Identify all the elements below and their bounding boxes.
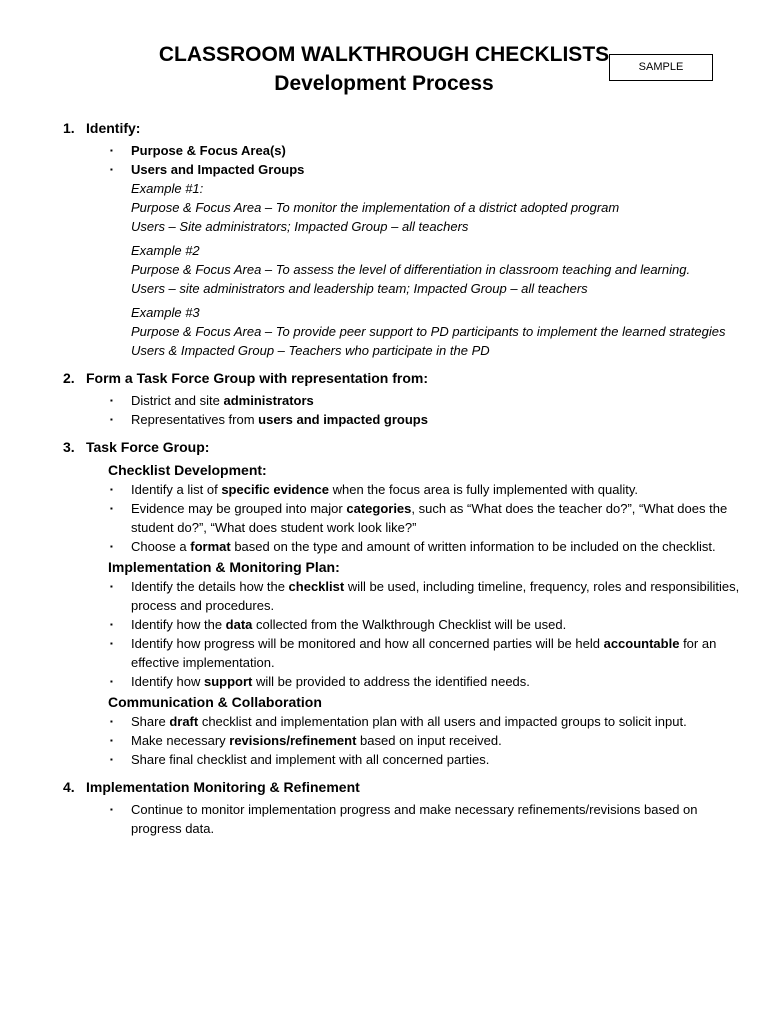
bullet-icon: ▪ [110, 485, 113, 494]
list-item: ▪ Identify how support will be provided to address the identified needs. [110, 674, 530, 689]
bullet-list [0, 141, 768, 179]
bullet-icon: ▪ [110, 639, 113, 648]
list-item: ▪ Identify how progress will be monitored and how all concerned parties will be held accountable for an effective implementation. [110, 636, 717, 670]
title-line-1: CLASSROOM WALKTHROUGH CHECKLISTS [158, 43, 610, 66]
example-label: Example #3 [131, 305, 200, 320]
list-item: ▪ Purpose & Focus Area(s) [110, 143, 286, 158]
example-label: Example #1: [131, 181, 204, 196]
list-item: ▪ Evidence may be grouped into major categories, such as “What does the teacher do?”, “What does the student do?”, “What does student work look like?” [110, 501, 728, 535]
list-item: ▪ Identify how the data collected from the Walkthrough Checklist will be used. [110, 617, 567, 632]
bullet-icon: ▪ [110, 146, 113, 155]
example-label: Example #2 [131, 243, 200, 258]
title-line-2: Development Process [274, 72, 494, 95]
section-number: 4. [63, 779, 75, 795]
example-line: Purpose & Focus Area – To assess the level of differentiation in classroom teaching and learning. [131, 262, 691, 277]
bullet-icon: ▪ [110, 396, 113, 405]
section-task-force-group [0, 437, 768, 769]
subheading-checklist-development: Checklist Development: [108, 462, 267, 478]
list-item: ▪ Share final checklist and implement with all concerned parties. [110, 752, 490, 767]
example-line: Users – site administrators and leadership team; Impacted Group – all teachers [131, 281, 588, 296]
bullet-icon: ▪ [110, 582, 113, 591]
list-item: ▪ District and site administrators [110, 393, 314, 408]
list-item: ▪ Identify the details how the checklist will be used, including timeline, frequency, roles and responsibilities, process and procedures. [110, 579, 740, 613]
section-identify [0, 118, 768, 360]
section-title: Implementation Monitoring & Refinement [86, 779, 360, 795]
bullet-icon: ▪ [110, 415, 113, 424]
section-heading [0, 437, 768, 457]
section-title: Identify: [86, 120, 141, 136]
section-heading [0, 777, 768, 797]
section-number: 1. [63, 120, 75, 136]
document-body [0, 118, 768, 846]
bullet-icon: ▪ [110, 620, 113, 629]
example-line: Users & Impacted Group – Teachers who participate in the PD [131, 343, 490, 358]
bullet-icon: ▪ [110, 717, 113, 726]
bullet-list [0, 577, 768, 691]
subheading-implementation-plan: Implementation & Monitoring Plan: [108, 559, 340, 575]
section-title: Task Force Group: [86, 439, 210, 455]
bullet-icon: ▪ [110, 504, 113, 513]
section-monitoring [0, 777, 768, 838]
section-heading [0, 368, 768, 388]
section-task-force [0, 368, 768, 429]
subheading-communication: Communication & Collaboration [108, 694, 322, 710]
bullet-icon: ▪ [110, 736, 113, 745]
bullet-list [0, 800, 768, 838]
bullet-icon: ▪ [110, 677, 113, 686]
list-item: ▪ Identify a list of specific evidence when the focus area is fully implemented with quality. [110, 482, 639, 497]
bullet-icon: ▪ [110, 755, 113, 764]
list-item: ▪ Continue to monitor implementation progress and make necessary refinements/revisions based on progress data. [110, 802, 698, 836]
example-3 [0, 303, 768, 360]
example-line: Purpose & Focus Area – To monitor the implementation of a district adopted program [131, 200, 620, 215]
section-heading [0, 118, 768, 138]
section-title: Form a Task Force Group with representation from: [86, 370, 429, 386]
list-item: ▪ Choose a format based on the type and amount of written information to be included on the checklist. [110, 539, 716, 554]
sample-box: SAMPLE [609, 54, 713, 81]
list-item: ▪ Make necessary revisions/refinement based on input received. [110, 733, 502, 748]
list-item: ▪ Share draft checklist and implementation plan with all users and impacted groups to solicit input. [110, 714, 687, 729]
bullet-list [0, 391, 768, 429]
list-item: ▪ Representatives from users and impacted groups [110, 412, 428, 427]
bullet-icon: ▪ [110, 805, 113, 814]
bullet-list [0, 480, 768, 556]
bullet-icon: ▪ [110, 542, 113, 551]
bullet-list [0, 712, 768, 769]
example-line: Purpose & Focus Area – To provide peer support to PD participants to implement the learned strategies [131, 324, 726, 339]
example-line: Users – Site administrators; Impacted Group – all teachers [131, 219, 469, 234]
example-2 [0, 241, 768, 298]
section-number: 2. [63, 370, 75, 386]
list-item: ▪ Users and Impacted Groups [110, 162, 305, 177]
section-number: 3. [63, 439, 75, 455]
bullet-icon: ▪ [110, 165, 113, 174]
example-1 [0, 179, 768, 236]
